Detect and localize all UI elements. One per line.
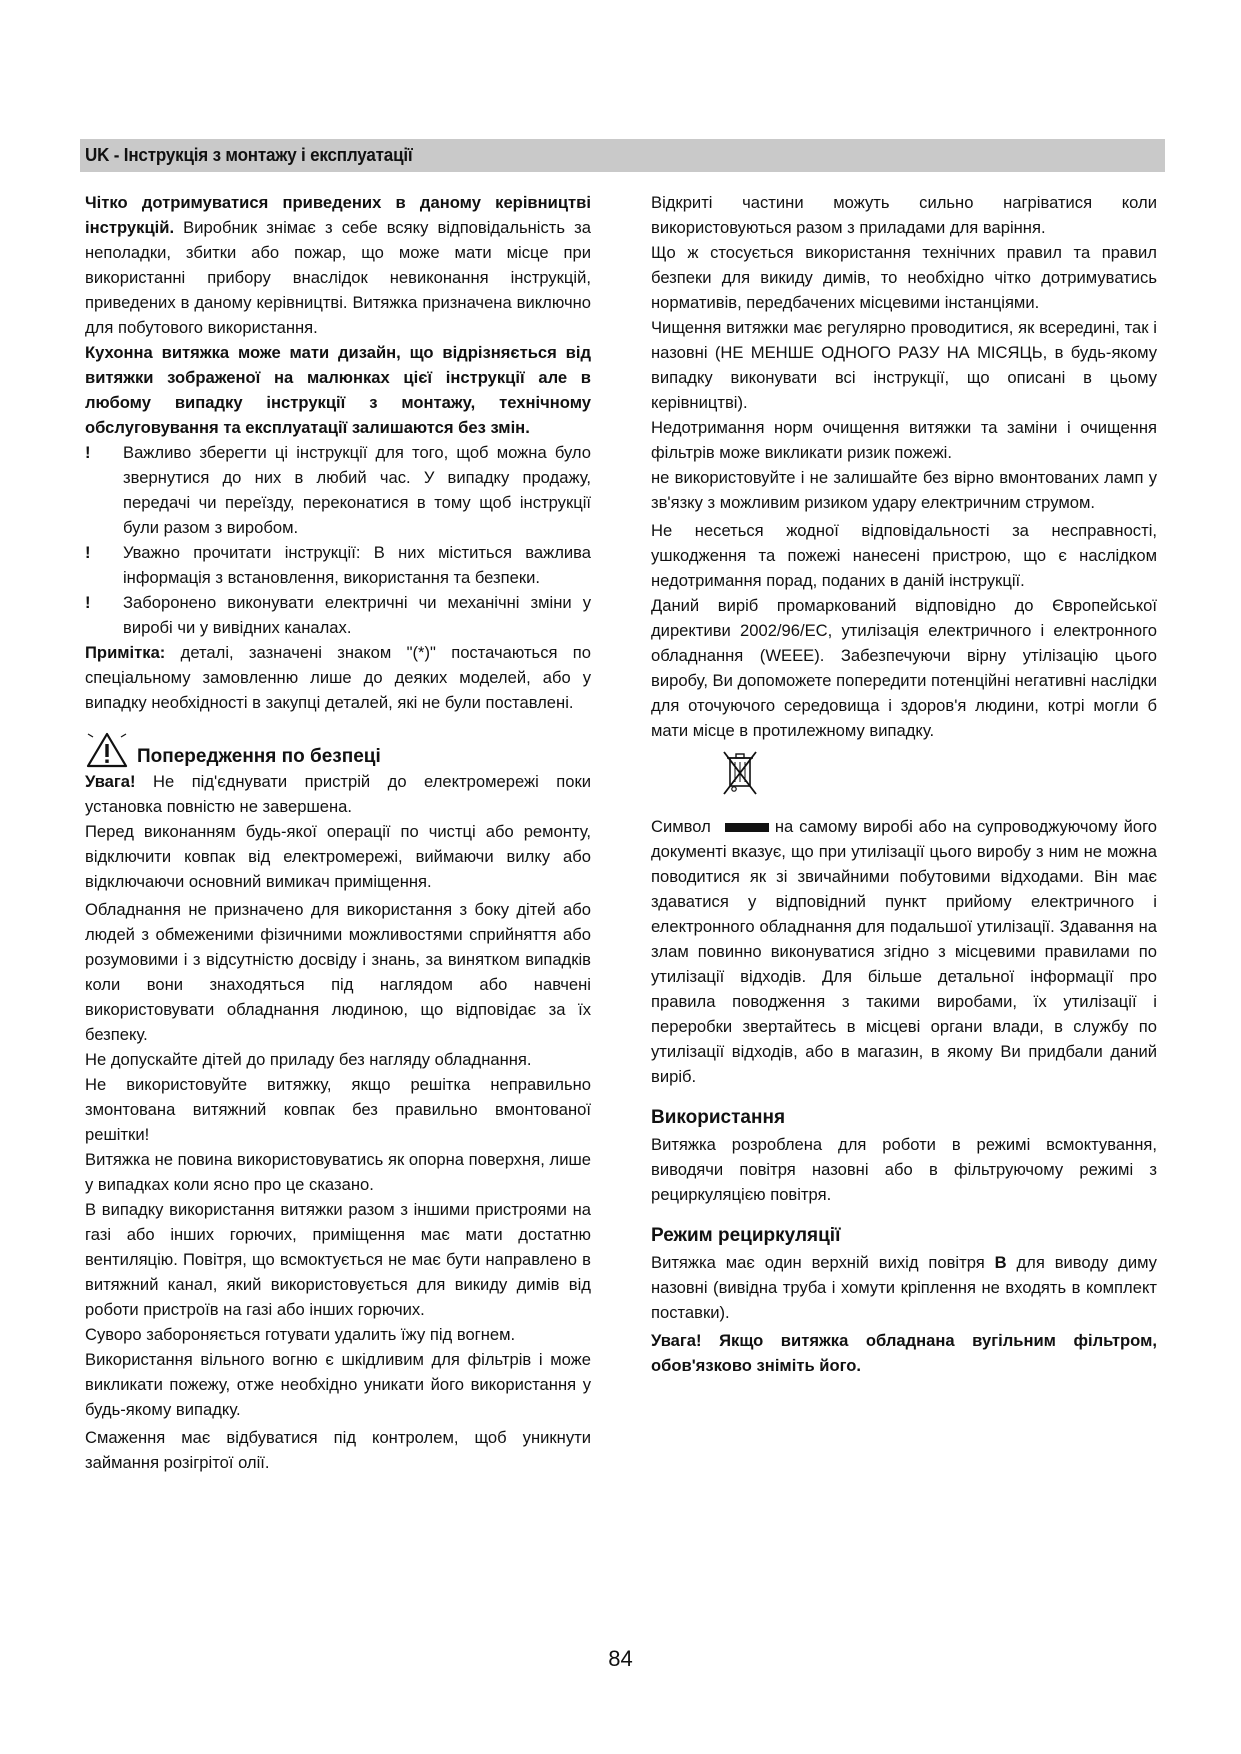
- usage-heading: Використання: [651, 1107, 786, 1128]
- safety-paragraph: Перед виконанням будь-якої операції по чистці або ремонту, відключити ковпак від електромережі, виймаючи вилку або відключаючи основний вимикач приміщення.: [85, 822, 591, 891]
- info-paragraph: не використовуйте і не залишайте без вірно вмонтованих ламп у зв'язку з можливим ризиком удару електричним струмом.: [651, 468, 1157, 512]
- weee-bar-symbol-icon: [725, 823, 769, 832]
- intro-paragraph: Чітко дотримуватися приведених в даному керівництві інструкцій. Виробник знімає з себе всяку відповідальність за неполадки, збитки або пожар, що може мати місце при використанні прибору внаслідок невиконання інструкцій, приведених в даному керівництві. Витяжка призначена виключно для побутового використання.: [85, 193, 591, 337]
- attention-paragraph: Увага! Не під'єднувати пристрій до електромережі поки установка повністю не завершена.: [85, 772, 591, 816]
- list-item: ! Важливо зберегти ці інструкції для того, щоб можна було звернутися до них в любий час. У випадку продажу, передачі чи переїзду, переконатися в тому щоб інструкції були разом з виробом.: [85, 440, 591, 540]
- safety-paragraph: Смаження має відбуватися під контролем, щоб уникнути займання розігрітої олії.: [85, 1428, 591, 1472]
- warning-triangle-icon: [85, 731, 129, 769]
- safety-paragraph: Витяжка не повина використовуватись як опорна поверхня, лише у випадках коли ясно про це сказано.: [85, 1150, 591, 1194]
- exclamation-icon: !: [85, 443, 91, 462]
- safety-warning-heading: Попередження по безпеці: [85, 731, 591, 769]
- filter-warning: Увага! Якщо витяжка обладнана вугільним фільтром, обов'язково зніміть його.: [651, 1331, 1157, 1375]
- safety-paragraph: Суворо забороняється готувати удалить їжу під вогнем.: [85, 1325, 516, 1344]
- info-paragraph: Недотримання норм очищення витяжки та заміни і очищення фільтрів може викликати ризик пожежі.: [651, 418, 1157, 462]
- recirculation-paragraph: Витяжка має один верхній вихід повітря B для виводу диму назовні (вивідна труба і хомути кріплення не входять в комплект поставки).: [651, 1253, 1157, 1322]
- list-item: ! Заборонено виконувати електричні чи механічні зміни у виробі чи у вивідних каналах.: [85, 590, 591, 640]
- left-column: [85, 190, 591, 1475]
- safety-paragraph: Обладнання не призначено для використання з боку дітей або людей з обмеженими фізичними можливостями сприйняття або розумовими і з відсутністю досвіду і знань, за винятком випадків коли вони знаходяться під наглядом або навчені використовувати обладнання людиною, що відповідає за їх безпеку.: [85, 900, 591, 1044]
- page-title: UK - Інструкція з монтажу і експлуатації: [85, 144, 413, 165]
- list-item: ! Уважно прочитати інструкції: В них міститься важлива інформація з встановлення, використання та безпеки.: [85, 540, 591, 590]
- safety-paragraph: Використання вільного вогню є шкідливим для фільтрів і може викликати пожежу, отже необхідно уникати його використання у будь-якому випадку.: [85, 1350, 591, 1419]
- info-paragraph: Що ж стосується використання технічних правил та правил безпеки для викиду димів, то необхідно чітко дотримуватись нормативів, передбачених місцевими інстанціями.: [651, 243, 1157, 312]
- info-paragraph: Відкриті частини можуть сильно нагріватися коли використовуються разом з приладами для варіння.: [651, 193, 1157, 237]
- section-header-bar: [80, 139, 1165, 172]
- note-paragraph: Примітка: деталі, зазначені знаком "(*)" постачаються по спеціальному замовленню лише до деяких моделей, або у випадку необхідності в закупці деталей, які не були поставлені.: [85, 643, 591, 712]
- info-paragraph: Чищення витяжки має регулярно проводитися, як всередині, так і назовні (НЕ МЕНШЕ ОДНОГО РАЗУ НА МІСЯЦЬ, в будь-якому випадку виконувати всі інструкції, що описані в цьому керівництві).: [651, 318, 1157, 412]
- exclamation-icon: !: [85, 593, 91, 612]
- page-number: 84: [608, 1646, 633, 1671]
- crossed-bin-icon: [721, 749, 759, 801]
- safety-paragraph: В випадку використання витяжки разом з іншими пристроями на газі або інших горючих, приміщення має мати достатню вентиляцію. Повітря, що всмоктується не має бути направлено в витяжний канал, який використовується для викиду димів від роботи пристроїв на газі або інших горючих.: [85, 1200, 591, 1319]
- usage-paragraph: Витяжка розроблена для роботи в режимі всмоктування, виводячи повітря назовні або в фільтруючому режимі з рециркуляцією повітря.: [651, 1135, 1157, 1204]
- exclamation-icon: !: [85, 543, 91, 562]
- right-column: [651, 190, 1157, 1378]
- weee-paragraph: Даний виріб промаркований відповідно до Європейської директиви 2002/96/ЕС, утилізація електричного і електронного обладнання (WEEE). Забезпечуючи вірну утілізацію цього виробу, Ви допоможете попередити потенційні негативні наслідки для оточуючого середовища і здоров'я людини, котрі могли б мати місце в протилежному випадку.: [651, 596, 1157, 740]
- recirculation-heading: Режим рециркуляції: [651, 1225, 841, 1246]
- info-paragraph: Не несеться жодної відповідальності за несправності, ушкодження та пожежі нанесені пристрою, що є наслідком недотримання порад, поданих в даній інструкції.: [651, 521, 1157, 590]
- safety-paragraph: Не допускайте дітей до приладу без нагляду обладнання.: [85, 1050, 532, 1069]
- design-note-paragraph: Кухонна витяжка може мати дизайн, що відрізняється від витяжки зображеної на малюнках цієї інструкції але в любому випадку інструкції з монтажу, технічному обслуговування та експлуатації залишаются без змін.: [85, 343, 591, 437]
- symbol-paragraph: Символ на самому виробі або на супроводжуючому його документі вказує, що при утилізації цього виробу з ним не можна поводитися як зі звичайними побутовими відходами. Він має здаватися у відповідний пункт прийому електричного і електронного обладнання для подальшої утилізації. Здавання на злам повинно виконуватися згідно з місцевими правилами по утилізації відходів. Для більше детальної інформації про правила поводження з такими виробами, їх утилізації і переробки звертайтесь в місцеві органи влади, в службу по утилізації відходів, або в магазин, в якому Ви придбали даний виріб.: [651, 817, 1157, 1086]
- safety-paragraph: Не використовуйте витяжку, якщо решітка неправильно змонтована витяжний ковпак без правильно вмонтованої решітки!: [85, 1075, 591, 1144]
